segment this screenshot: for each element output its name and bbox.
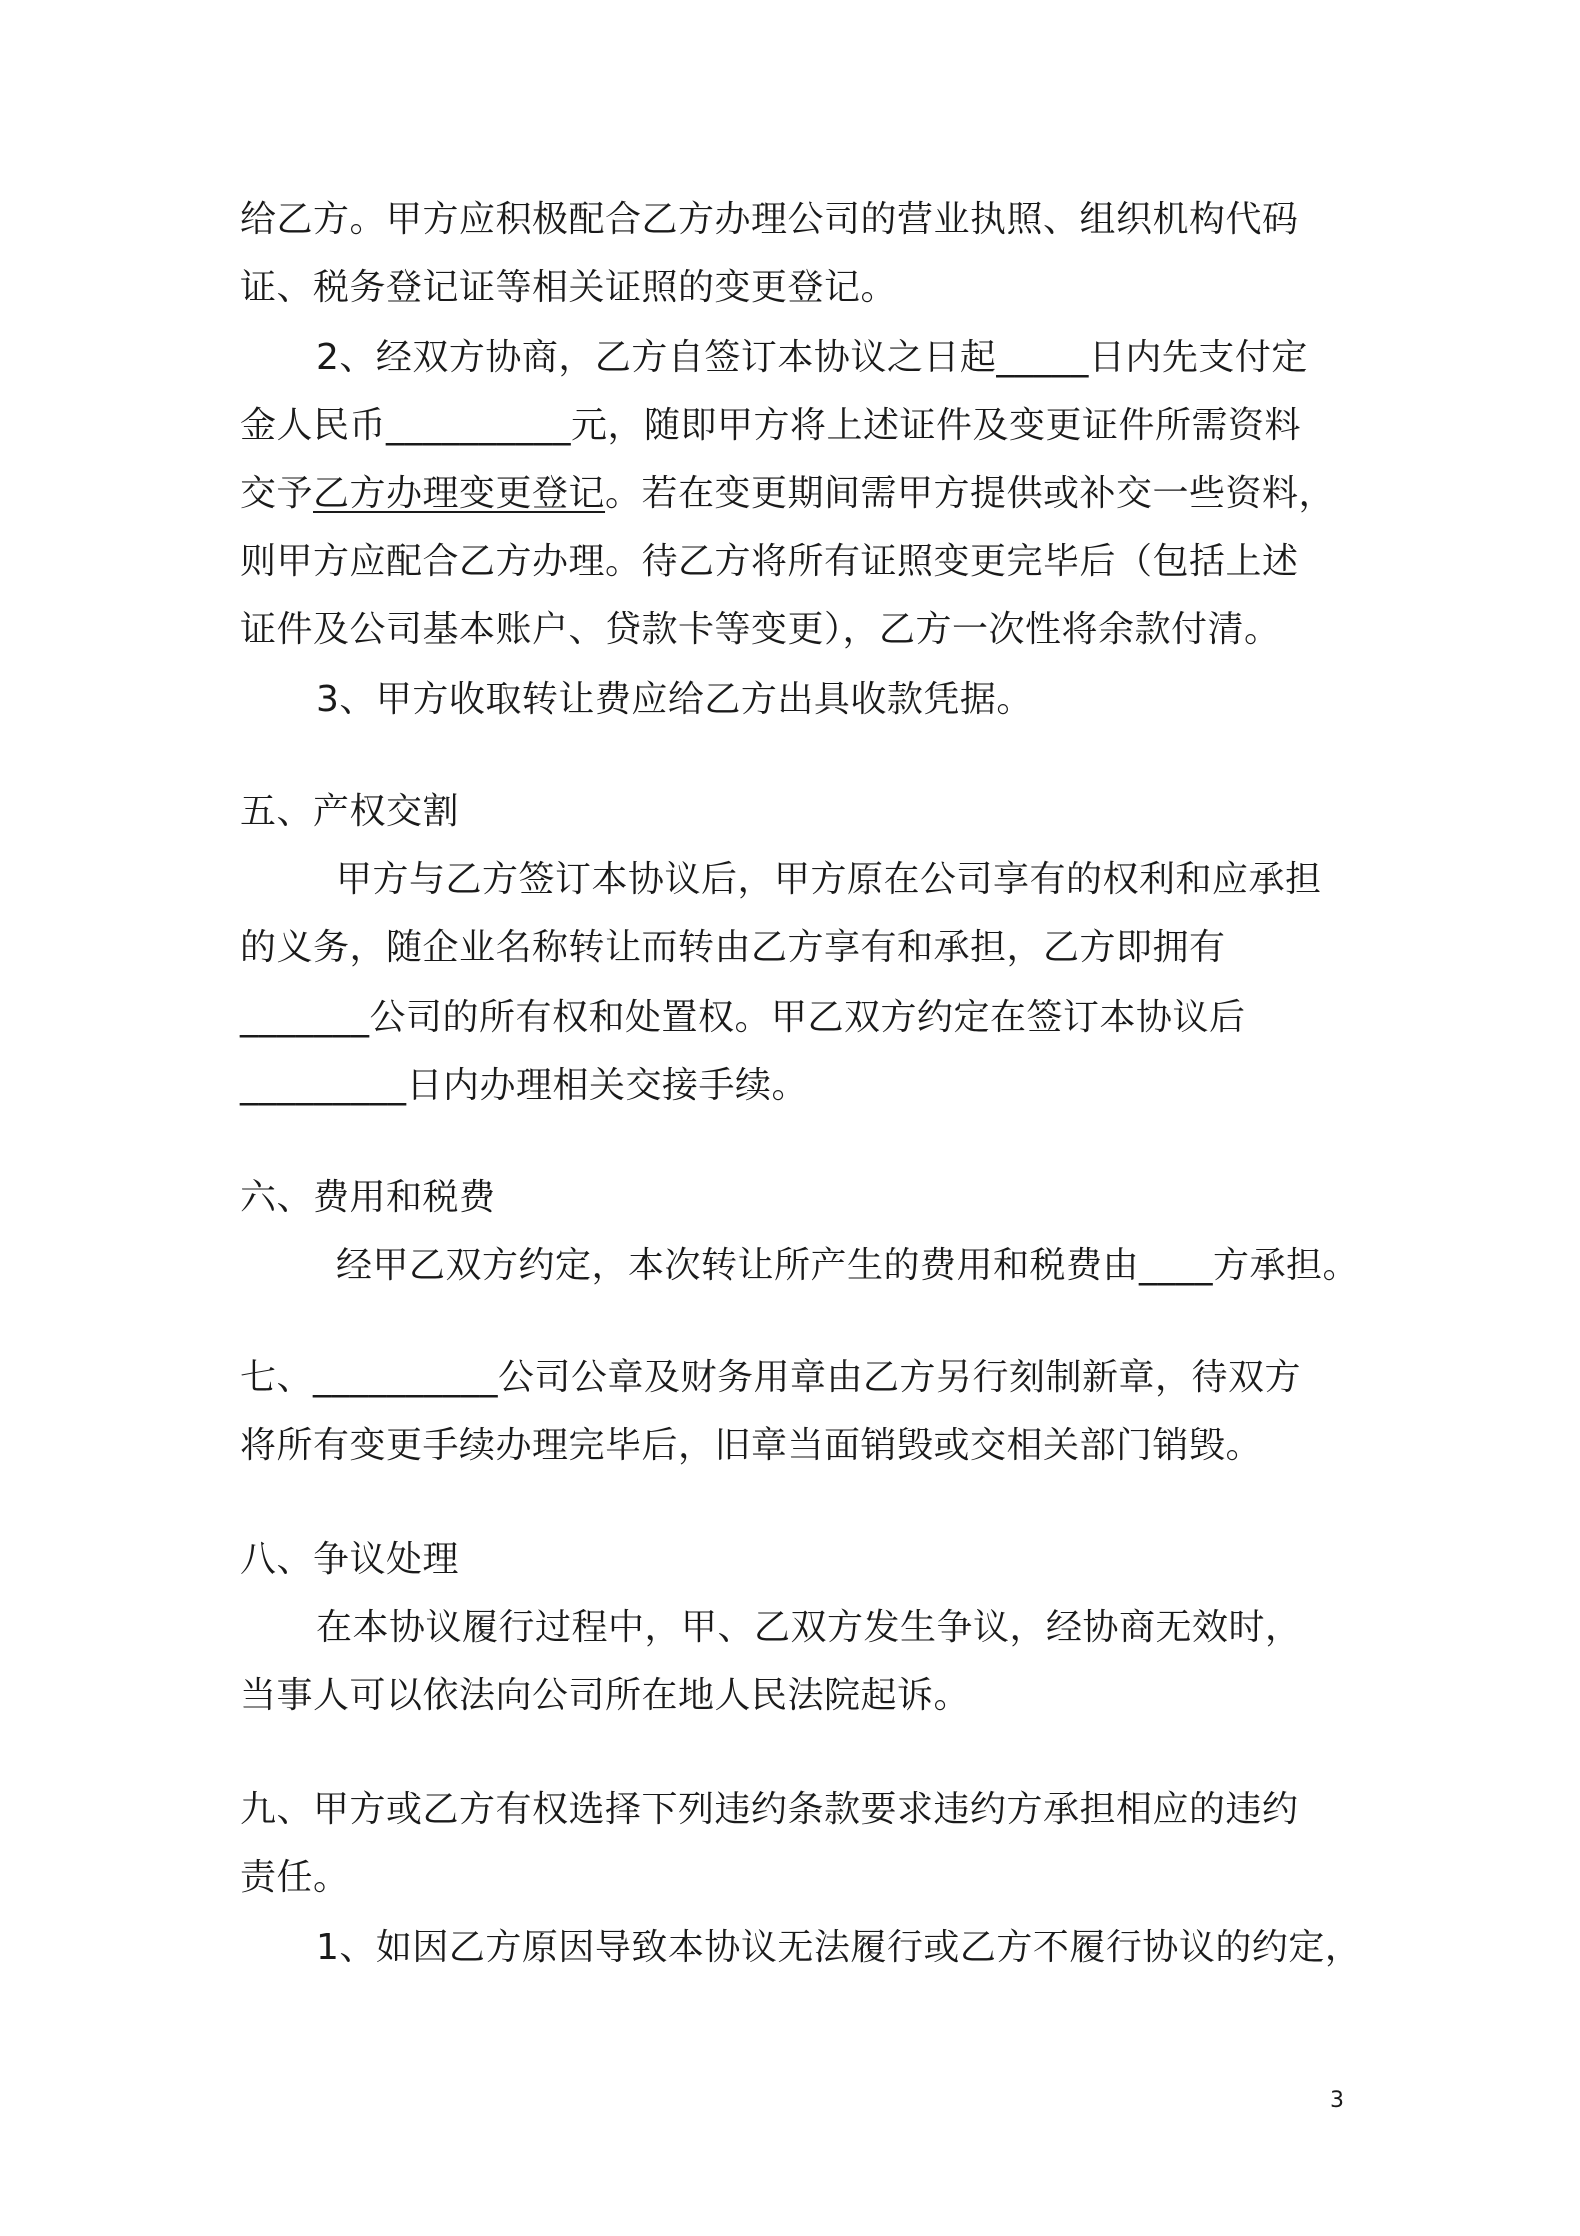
- section-heading: 九、甲方或乙方有权选择下列违约条款要求违约方承担相应的违约: [240, 1789, 1299, 1830]
- paragraph-line: 将所有变更手续办理完毕后，旧章当面销毁或交相关部门销毁。: [240, 1425, 1263, 1466]
- paragraph-line: 责任。: [240, 1857, 350, 1898]
- page-number: 3: [1330, 2088, 1344, 2113]
- paragraph-line: 则甲方应配合乙方办理。待乙方将所有证照变更完毕后（包括上述: [240, 541, 1299, 582]
- section-heading: 八、争议处理: [240, 1539, 460, 1580]
- text-segment: 交予: [240, 473, 314, 514]
- clause-2-line: 2、经双方协商，乙方自签订本协议之日起_____日内先支付定: [316, 337, 1308, 378]
- clause-3-line: 3、甲方收取转让费应给乙方出具收款凭据。: [316, 679, 1033, 720]
- section-heading: 六、费用和税费: [240, 1177, 496, 1218]
- paragraph-line: 证、税务登记证等相关证照的变更登记。: [240, 267, 898, 308]
- section-heading: 七、__________公司公章及财务用章由乙方另行刻制新章，待双方: [240, 1357, 1302, 1398]
- clause-1-line: 1、如因乙方原因导致本协议无法履行或乙方不履行协议的约定，: [316, 1927, 1362, 1968]
- paragraph-line: 当事人可以依法向公司所在地人民法院起诉。: [240, 1675, 971, 1716]
- text-segment: 。若在变更期间需甲方提供或补交一些资料，: [605, 473, 1336, 514]
- paragraph-line: _________日内办理相关交接手续。: [240, 1065, 809, 1106]
- paragraph-line: 经甲乙双方约定，本次转让所产生的费用和税费由____方承担。: [336, 1245, 1360, 1286]
- section-heading: 五、产权交割: [240, 791, 460, 832]
- paragraph-line: 在本协议履行过程中，甲、乙双方发生争议，经协商无效时，: [316, 1607, 1302, 1648]
- paragraph-line: 金人民币__________元，随即甲方将上述证件及变更证件所需资料: [240, 405, 1302, 446]
- paragraph-line: _______公司的所有权和处置权。甲乙双方约定在签订本协议后: [240, 997, 1246, 1038]
- paragraph-line: 给乙方。甲方应积极配合乙方办理公司的营业执照、组织机构代码: [240, 199, 1299, 240]
- underlined-text: 乙方办理变更登记: [313, 473, 606, 514]
- paragraph-line: 甲方与乙方签订本协议后，甲方原在公司享有的权利和应承担: [336, 859, 1322, 900]
- paragraph-line: [240, 470, 1335, 518]
- paragraph-line: 的义务，随企业名称转让而转由乙方享有和承担，乙方即拥有: [240, 927, 1226, 968]
- paragraph-line: 证件及公司基本账户、贷款卡等变更），乙方一次性将余款付清。: [240, 609, 1281, 650]
